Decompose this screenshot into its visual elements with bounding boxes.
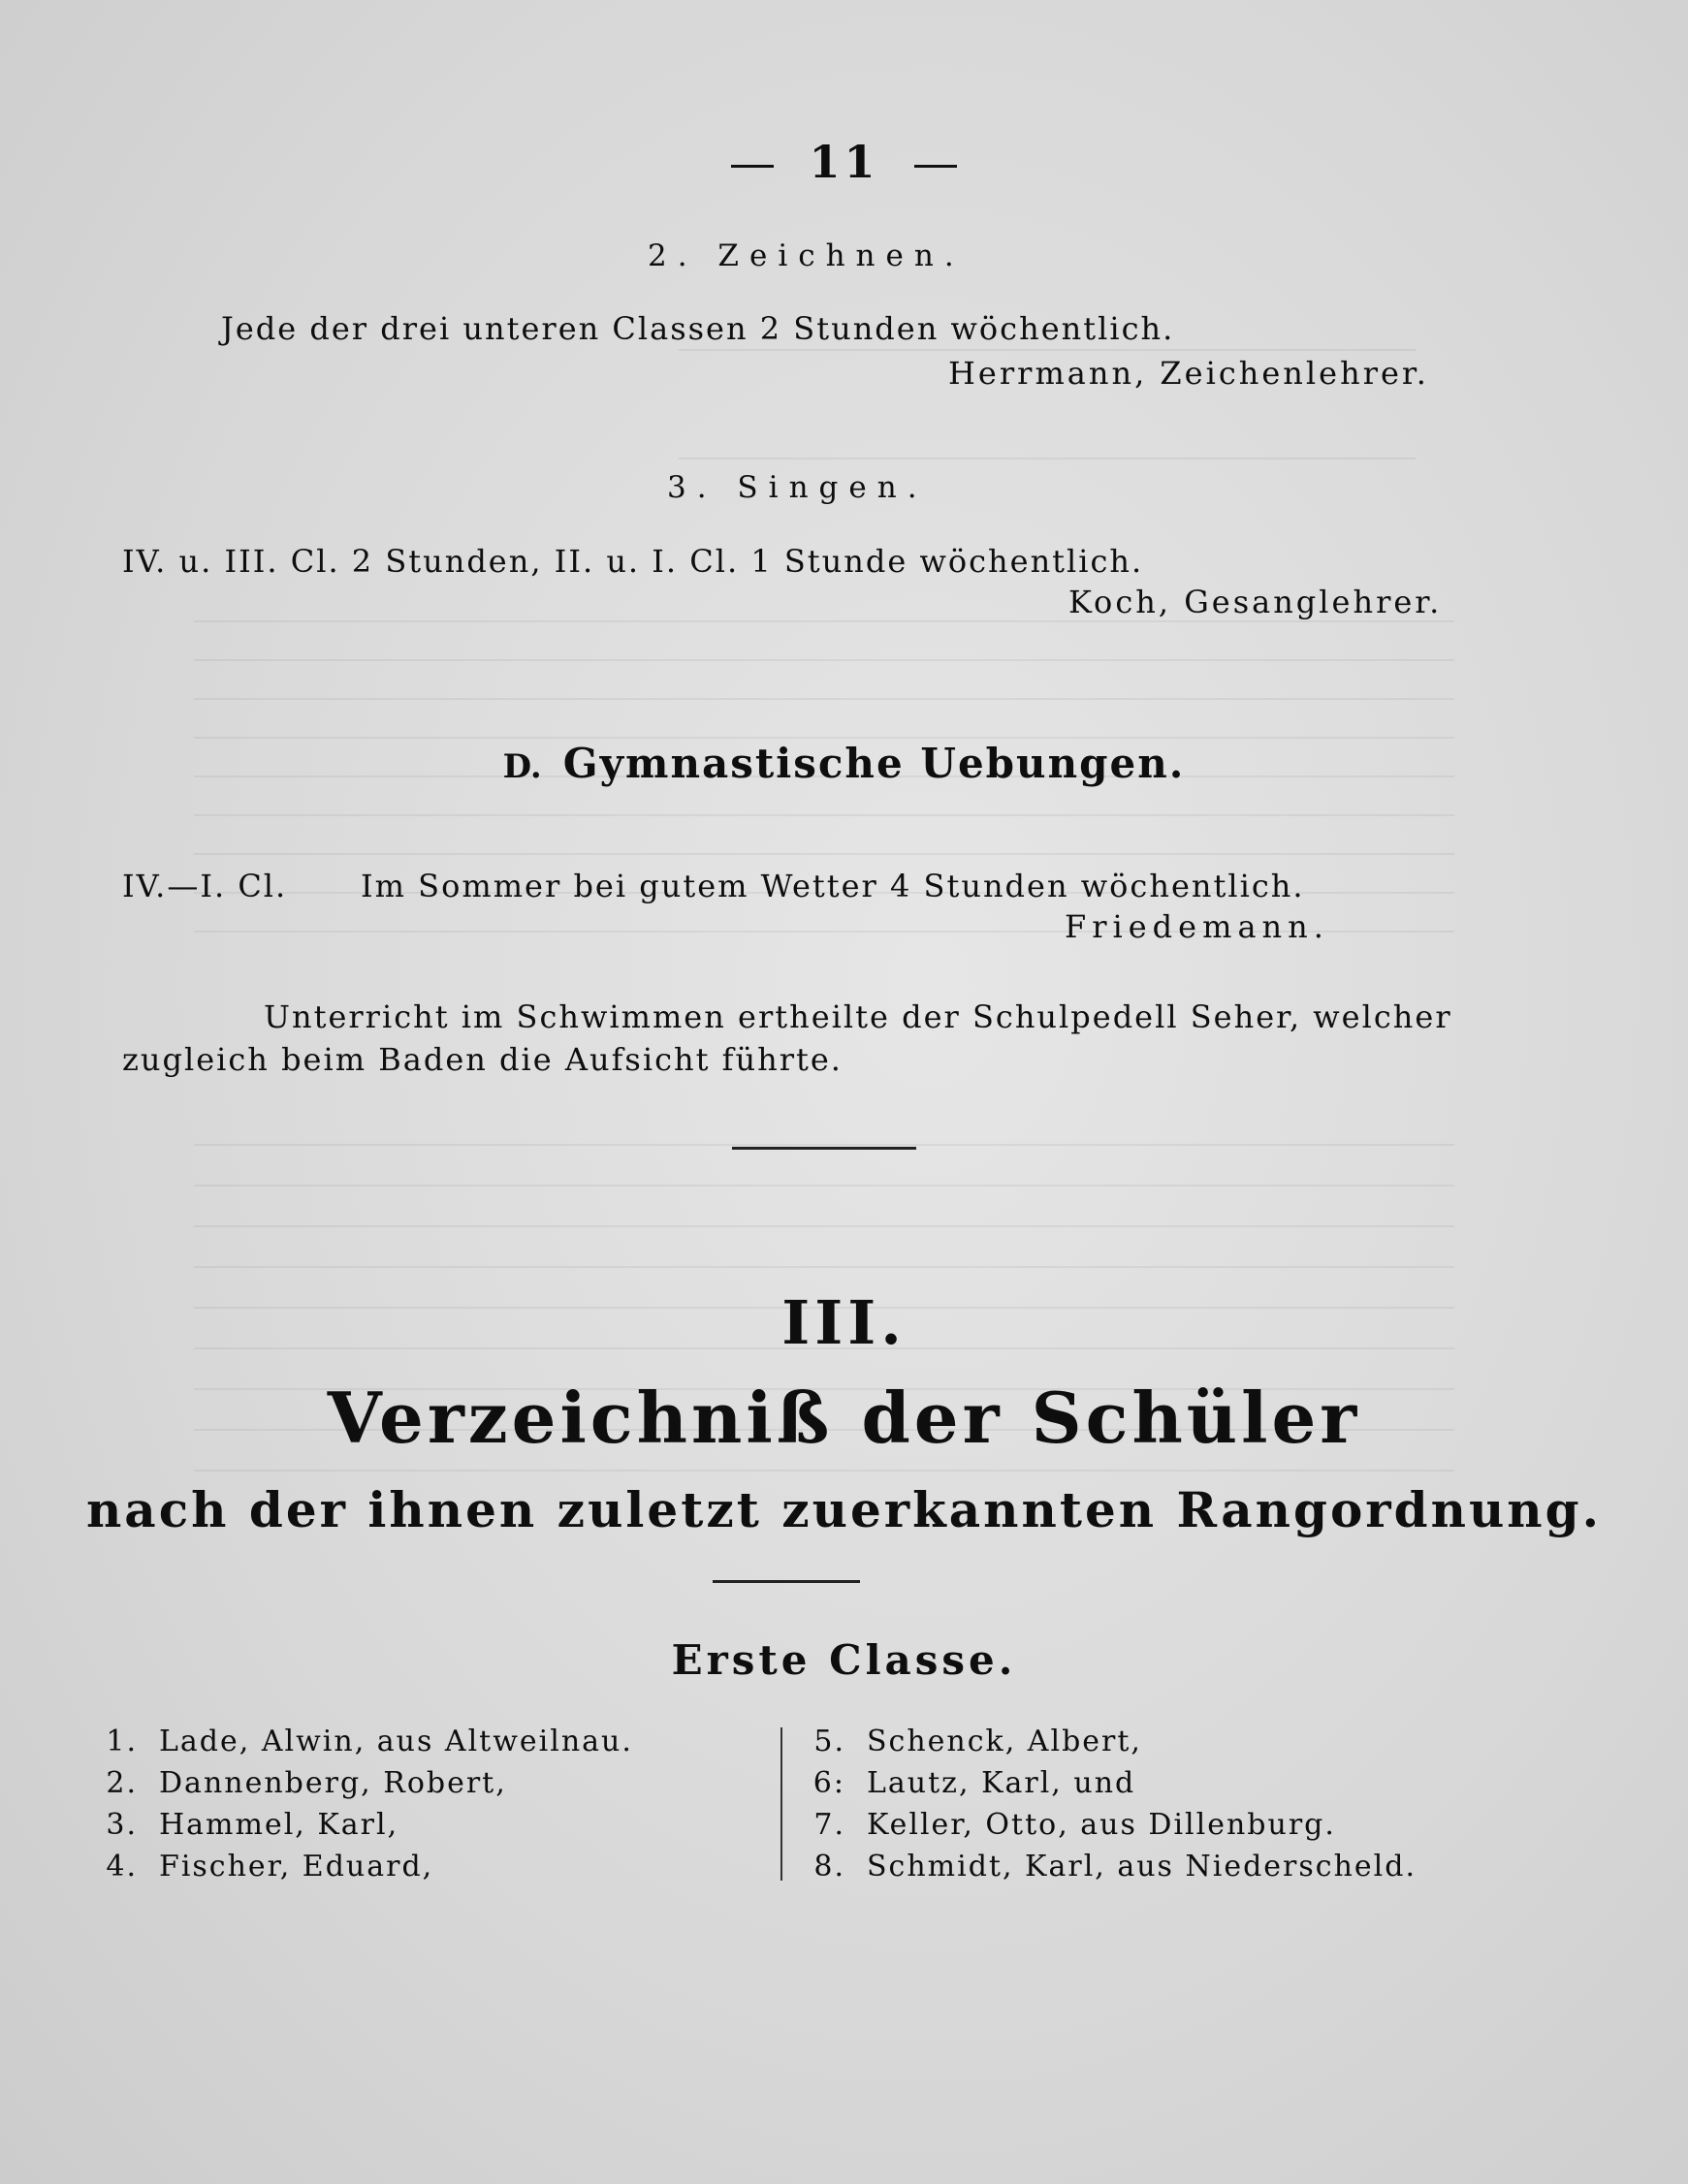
section-numeral: III.: [781, 1287, 907, 1358]
separator-rule-2: [713, 1580, 860, 1583]
section-subtitle: nach der ihnen zuletzt zuerkannten Rangordnung.: [85, 1481, 1603, 1538]
list-item: 5. Schenck, Albert,: [813, 1725, 1142, 1758]
student-list-left: [97, 1721, 717, 1887]
gymnastics-letter: D.: [502, 747, 542, 786]
list-item: 7. Keller, Otto, aus Dillenburg.: [813, 1808, 1336, 1842]
drawing-text: Jede der drei unteren Classen 2 Stunden wöchentlich.: [221, 310, 1175, 347]
gymnastics-title: Gymnastische Uebungen.: [562, 740, 1186, 787]
list-item: 6: Lautz, Karl, und: [812, 1766, 1136, 1800]
dash-left: [731, 165, 774, 168]
dash-right: [914, 165, 957, 168]
list-item: 1. Lade, Alwin, aus Altweilnau.: [106, 1725, 633, 1758]
swimming-line-2: zugleich beim Baden die Aufsicht führte.: [122, 1041, 843, 1078]
separator-rule: [732, 1147, 916, 1150]
singing-heading: 3. Singen.: [667, 470, 928, 505]
page-number: [0, 136, 1688, 188]
gymnastics-teacher: Friedemann.: [1065, 908, 1329, 945]
list-item: 3. Hammel, Karl,: [106, 1808, 399, 1842]
page-number-value: 11: [809, 136, 879, 188]
gymnastics-text: Im Sommer bei gutem Wetter 4 Stunden wöchentlich.: [361, 868, 1305, 904]
drawing-teacher: Herrmann, Zeichenlehrer.: [948, 355, 1429, 392]
singing-text: IV. u. III. Cl. 2 Stunden, II. u. I. Cl. 1 Stunde wöchentlich.: [122, 543, 1144, 580]
list-item: 2. Dannenberg, Robert,: [106, 1766, 507, 1800]
swimming-line-1: Unterricht im Schwimmen ertheilte der Schulpedell Seher, welcher: [264, 998, 1452, 1035]
drawing-heading: 2. Zeichnen.: [648, 238, 965, 273]
section-title: Verzeichniß der Schüler: [327, 1377, 1361, 1459]
class-heading: Erste Classe.: [671, 1636, 1017, 1684]
list-item: 4. Fischer, Eduard,: [106, 1850, 434, 1883]
student-list-right: [805, 1721, 1425, 1887]
singing-teacher: Koch, Gesanglehrer.: [1068, 584, 1443, 620]
column-divider: [780, 1727, 782, 1881]
gymnastics-classes: IV.—I. Cl.: [122, 868, 288, 904]
list-item: 8. Schmidt, Karl, aus Niederscheld.: [813, 1850, 1417, 1883]
gymnastics-heading: [0, 740, 1688, 787]
